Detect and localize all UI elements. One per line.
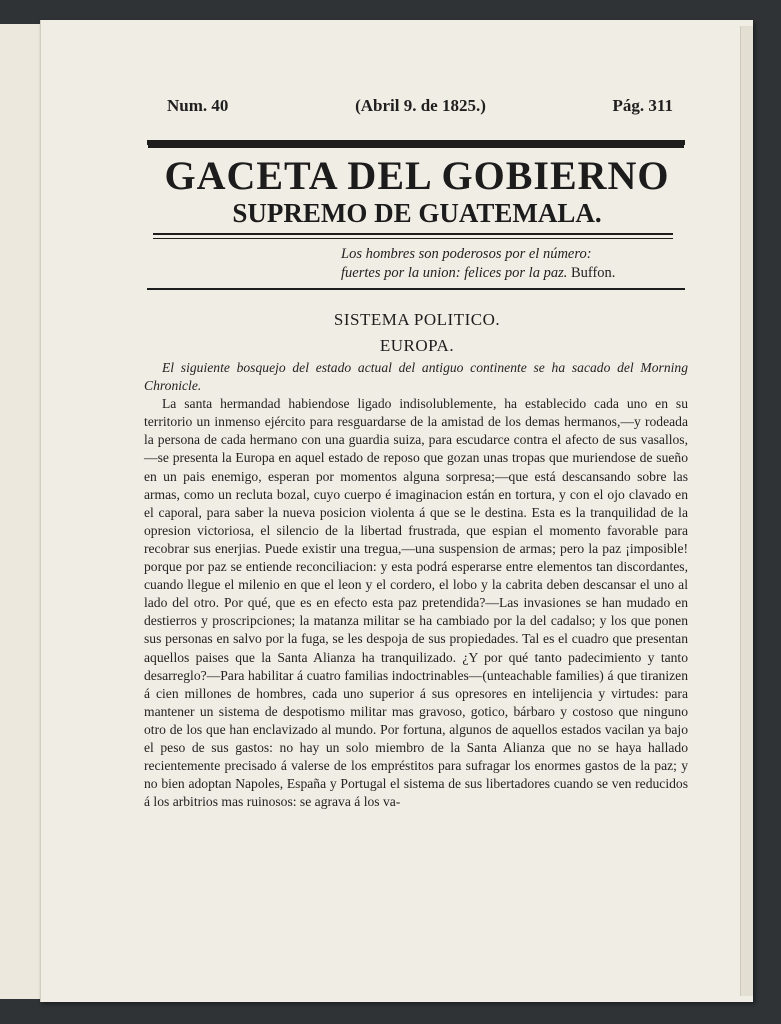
- page-number: Pág. 311: [612, 96, 673, 115]
- masthead-title: GACETA DEL GOBIERNO: [164, 153, 670, 198]
- motto: [341, 245, 641, 283]
- article-body: [144, 359, 688, 811]
- motto-line-2: [341, 264, 641, 283]
- issue-number: Num. 40: [167, 96, 229, 115]
- article-intro: El siguiente bosquejo del estado actual del antiguo continente se ha sacado del Morning Chronicle.: [144, 360, 688, 394]
- newspaper-page: [40, 20, 753, 1002]
- section-title: SISTEMA POLITICO.: [333, 310, 501, 329]
- masthead-subtitle: SUPREMO DE GUATEMALA.: [232, 198, 602, 228]
- page-edge: [740, 26, 753, 996]
- motto-line-2-text: fuertes por la union: felices por la paz.: [341, 265, 568, 281]
- motto-author: Buffon.: [570, 265, 616, 281]
- article-paragraph: La santa hermandad habiendose ligado indisolublemente, ha establecido cada uno en su territorio un inmenso ejército para resguardarse de la amistad de los demas hermanos,—y rodeada la persona de cada hermano con una guardia suiza, para escudarce contra el afecto de sus vasallos,—se presenta la Europa en aquel estado de reposo que gozan unas tropas que muriendose de sueño en un pais enemigo, esperan por momentos alguna sorpresa;—que está descansando sobre las armas, como un recluta bozal, cuyo cuerpo é imaginacion están en tortura, y con el ojo clavado en el caporal, para saber la nueva posicion violenta á que se le destina. Esta es la tranquilidad de la opresion victoriosa, el silencio de la libertad frustrada, que espian el momento favorable para recobrar sus enerjias. Puede existir una tregua,—una suspension de armas; pero la paz ¡imposible! porque por paz se entiende reconciliacion: y esta podrá esperarse entre elementos tan discordantes, cuando llegue el milenio en que el leon y el cordero, el lobo y la cabrita deben descansar el uno al lado del otro. Por qué, que es en efecto esta paz pretendida?—Las invasiones se han mudado en destierros y proscripciones; la matanza militar se ha cambiado por la del cadalso; y los que ponen sus personas en salvo por la fuga, se les despoja de sus propiedades. Tal es el cuadro que presentan aquellos paises que la Santa Alianza ha tranquilizado. ¿Y por qué tanto padecimiento y tanto desarreglo?—Para habilitar á cuatro familias indoctrinables—(unteachable families) á que tiranizen á cien millones de hombres, cada uno superior á sus opresores en intelijencia y virtudes: para mantener un sistema de despotismo militar mas gravoso, gotico, bárbaro y costoso que ninguno otro de los que han enclavizado al mundo. Por fortuna, algunos de aquellos estados vacilan ya bajo el peso de sus gastos: no hay un solo miembro de la Santa Alianza que no se haya hallado recientemente precisado á valerse de los empréstitos para sufragar los enormes gastos de la paz; y no bien adoptan Napoles, España y Portugal el sistema de sus libertadores cuando se ven reducidos á los arbitrios mas ruinosos: se agrava á los va-: [144, 396, 688, 810]
- region-title: EUROPA.: [379, 336, 455, 355]
- masthead-rule-thin: [153, 238, 673, 239]
- motto-rule: [147, 288, 685, 290]
- issue-date: (Abril 9. de 1825.): [355, 96, 486, 115]
- motto-line-1: Los hombres son poderosos por el número:: [341, 246, 592, 262]
- header-rule: [147, 140, 685, 145]
- masthead-rule: [153, 233, 673, 235]
- page-header: [145, 96, 673, 116]
